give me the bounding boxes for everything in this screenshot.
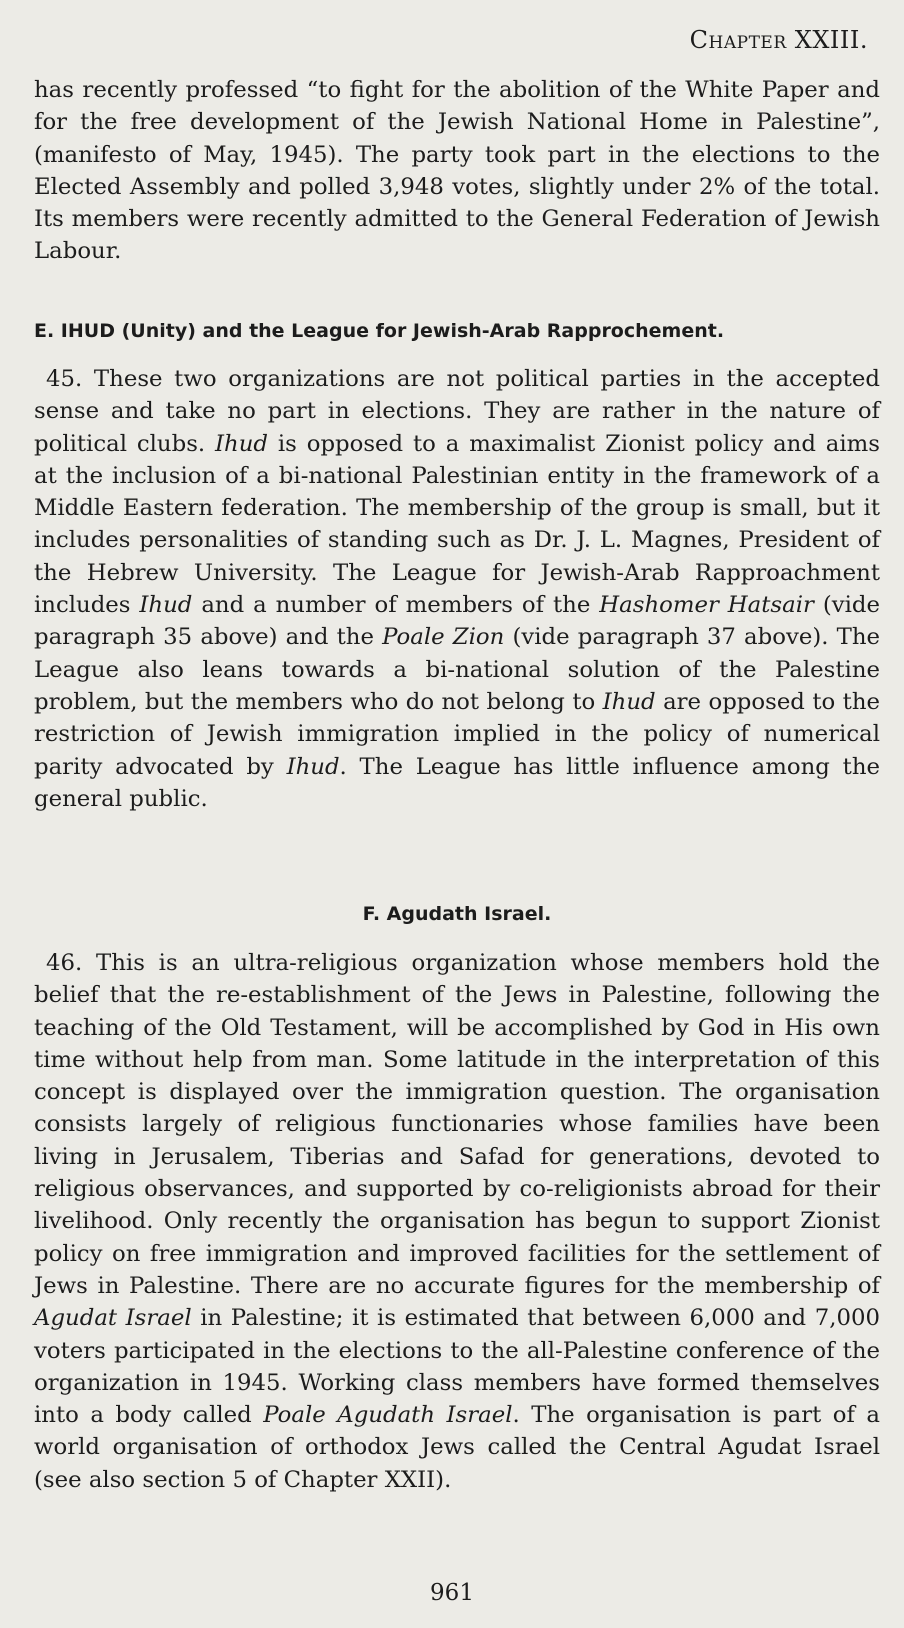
p45-italic-poale-zion: Poale Zion [382,624,505,651]
p45-italic-ihud: Ihud [286,753,340,780]
p46-text: in Palestine; it is estimated that between 6,000 and 7,000 voters participated in the elections to the all-Palestine conference of the organization in 1945. Working class members have formed themselves into a body called [34,1305,880,1429]
p45-text: is opposed to a maximalist Zionist policy and aims at the inclusion of a bi-national Palestinian entity in the framework of a Middle Eastern federation. The membership of the group is small, but it includes personalities of standing such as Dr. J. L. Magnes, President of the Hebrew University. The League for Jewish-Arab Rapproachment includes [34,430,880,619]
page-number: 961 [430,1580,474,1606]
p45-text: are opposed to the restriction of Jewish immigration implied in the policy of numerical parity advocated by [34,688,880,780]
section-e-heading: E. IHUD (Unity) and the League for Jewish-Arab Rapprochement. [34,320,725,342]
paragraph-45 [34,363,880,815]
p45-text: 45. These two organizations are not political parties in the accepted sense and take no part in elections. They are rather in the nature of political clubs. [34,366,880,457]
chapter-header: Chapter XXIII. [689,26,868,54]
p46-text: 46. This is an ultra-religious organization whose members hold the belief that the re-establishment of the Jews in Palestine, following the teaching of the Old Testament, will be accomplished by God in His own time without help from man. Some latitude in the interpretation of this concept is displayed over the immigration question. The organisation consists largely of religious functionaries whose families have been living in Jerusalem, Tiberias and Safad for generations, devoted to religious observances, and supported by co-religionists abroad for their livelihood. Only recently the organisation has begun to support Zionist policy on free immigration and improved facilities for the settlement of Jews in Palestine. There are no accurate figures for the membership of [34,950,880,1299]
paragraph-continuation: has recently professed “to fight for the abolition of the White Paper and for the free development of the Jewish National Home in Palestine”, (manifesto of May, 1945). The party took part in the elections to the Elected Assembly and polled 3,948 votes, slightly under 2% of the total. Its members were recently admitted to the General Federation of Jewish Labour. [34,77,880,265]
p45-italic-hashomer-hatsair: Hashomer Hatsair [599,592,814,619]
p46-text: . The organisation is part of a world organisation of orthodox Jews called the Central Agudat Israel (see also section 5 of Chapter XXII). [34,1402,880,1493]
paragraph-46 [34,947,880,1496]
p45-text: . The League has little influence among the general public. [34,753,880,812]
p46-italic-poale-agudath-israel: Poale Agudath Israel [263,1402,513,1429]
p45-italic-ihud: Ihud [602,688,656,715]
p45-text: (vide paragraph 37 above). The League also leans towards a bi-national solution of the Palestine problem, but the members who do not belong to [34,624,880,715]
p46-italic-agudat-israel: Agudat Israel [34,1305,192,1332]
p45-italic-ihud: Ihud [215,430,268,457]
section-f-heading: F. Agudath Israel. [362,903,552,925]
p45-text: (vide paragraph 35 above) and the [34,592,880,651]
p45-italic-ihud: Ihud [139,592,193,619]
p45-text: and a number of members of the [192,592,600,619]
